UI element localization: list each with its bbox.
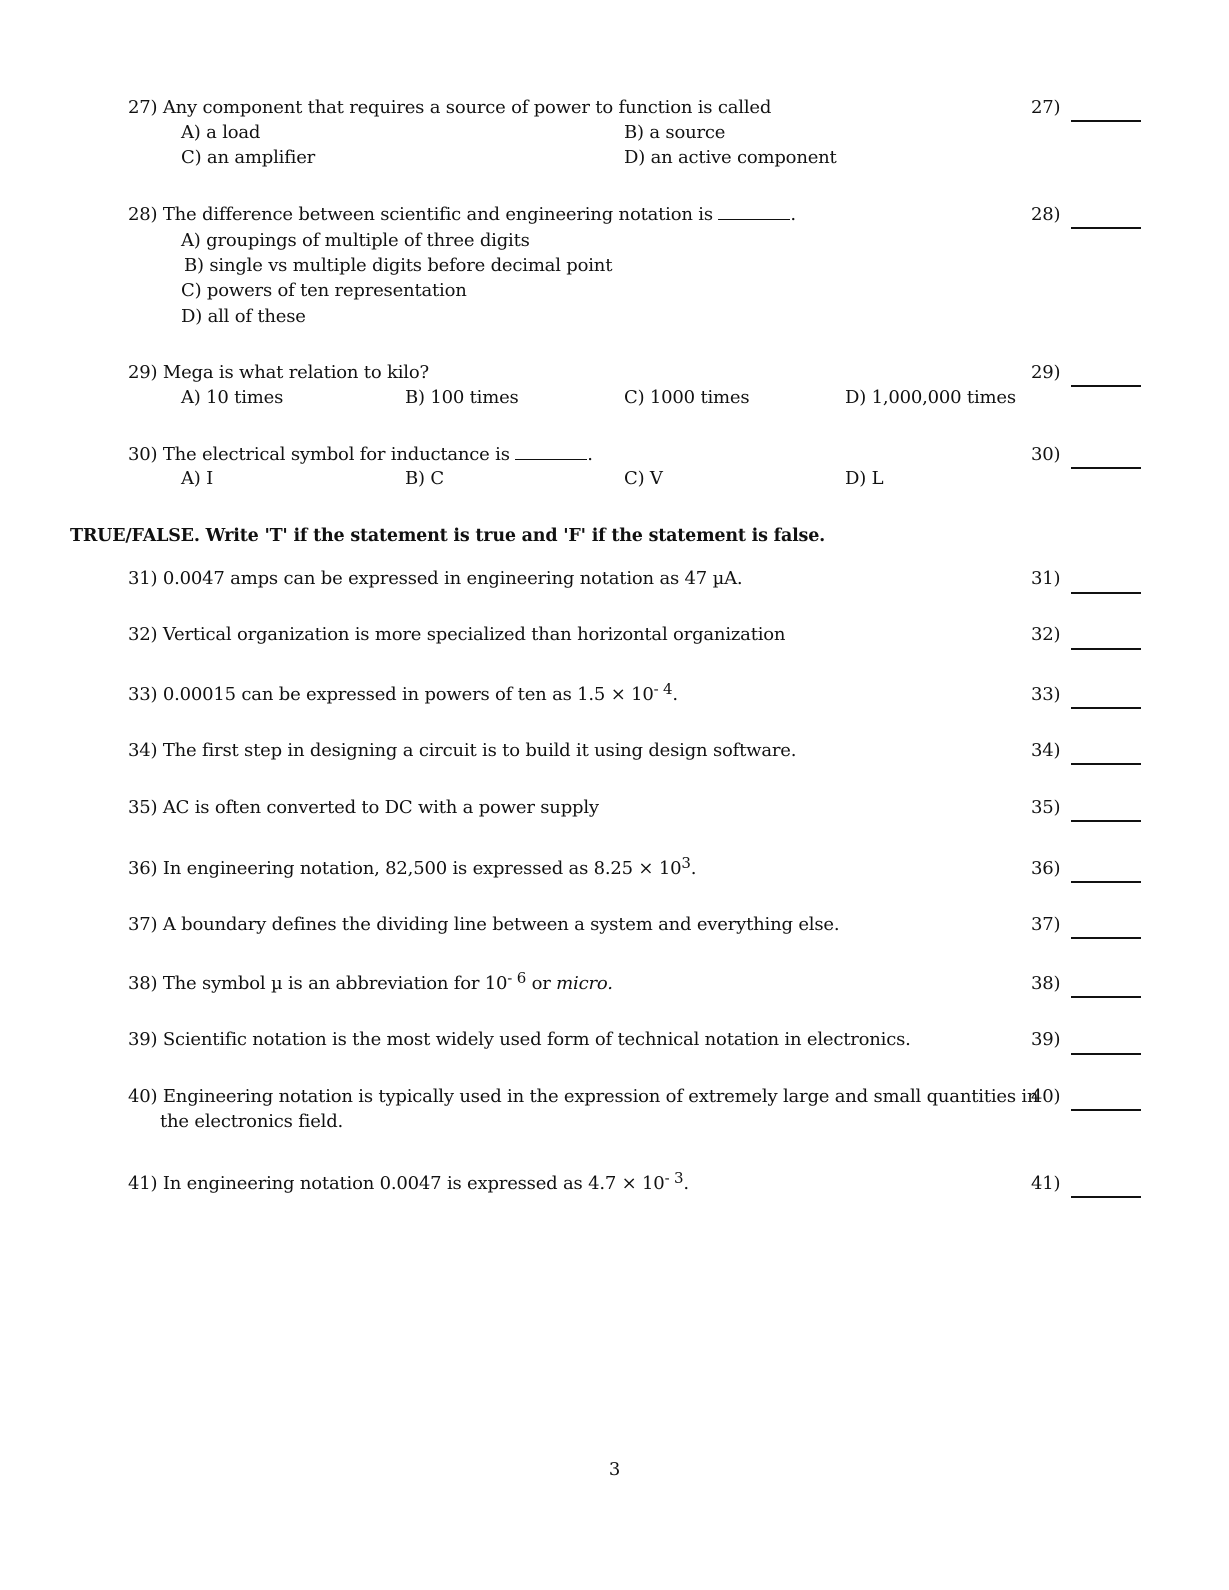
answer-blank-38[interactable]: [1071, 996, 1141, 998]
answer-blank-33[interactable]: [1071, 707, 1141, 709]
question-28-option-c: C) powers of ten representation: [181, 280, 467, 301]
answer-blank-31[interactable]: [1071, 592, 1141, 594]
question-28-option-a: A) groupings of multiple of three digits: [181, 230, 530, 251]
tf-question-35: 35) AC is often converted to DC with a power supply: [128, 797, 599, 818]
answer-label-39: 39): [1031, 1029, 1061, 1050]
page-number: 3: [608, 1459, 621, 1480]
question-27-option-c: C) an amplifier: [181, 147, 316, 168]
question-30-option-d: D) L: [845, 468, 884, 489]
answer-label-30: 30): [1031, 444, 1061, 465]
tf-question-40-continued: the electronics field.: [160, 1111, 344, 1132]
tf-question-39: 39) Scientific notation is the most widely used form of technical notation in electronics.: [128, 1029, 911, 1050]
question-27-option-b: B) a source: [624, 122, 726, 143]
question-27-stem: 27) Any component that requires a source of power to function is called: [128, 97, 772, 118]
question-29-option-a: A) 10 times: [181, 387, 284, 408]
answer-blank-28[interactable]: [1071, 227, 1141, 229]
answer-label-27: 27): [1031, 97, 1061, 118]
tf-question-32: 32) Vertical organization is more specialized than horizontal organization: [128, 624, 786, 645]
question-29-stem: 29) Mega is what relation to kilo?: [128, 362, 429, 383]
tf-question-40: 40) Engineering notation is typically used in the expression of extremely large and small quantities in: [128, 1086, 1039, 1107]
answer-label-37: 37): [1031, 914, 1061, 935]
answer-label-32: 32): [1031, 624, 1061, 645]
fill-in-blank: [515, 443, 587, 460]
answer-blank-41[interactable]: [1071, 1196, 1141, 1198]
question-30-option-c: C) V: [624, 468, 663, 489]
question-27-option-d: D) an active component: [624, 147, 837, 168]
answer-label-29: 29): [1031, 362, 1061, 383]
question-29-option-b: B) 100 times: [405, 387, 519, 408]
question-28-stem: 28) The difference between scientific and engineering notation is .: [128, 204, 796, 225]
tf-question-31: 31) 0.0047 amps can be expressed in engineering notation as 47 µA.: [128, 568, 743, 589]
answer-blank-37[interactable]: [1071, 937, 1141, 939]
question-30-option-a: A) I: [181, 468, 214, 489]
answer-label-40: 40): [1031, 1086, 1061, 1107]
answer-label-31: 31): [1031, 568, 1061, 589]
tf-question-37: 37) A boundary defines the dividing line between a system and everything else.: [128, 914, 840, 935]
fill-in-blank: [718, 203, 790, 220]
answer-label-38: 38): [1031, 973, 1061, 994]
answer-label-34: 34): [1031, 740, 1061, 761]
tf-question-34: 34) The first step in designing a circuit is to build it using design software.: [128, 740, 797, 761]
tf-question-36: 36) In engineering notation, 82,500 is expressed as $8.25 \times 10^3$.: [128, 854, 697, 879]
section-heading: TRUE/FALSE. Write 'T' if the statement is true and 'F' if the statement is false.: [70, 526, 826, 546]
answer-blank-35[interactable]: [1071, 820, 1141, 822]
answer-label-33: 33): [1031, 684, 1061, 705]
question-28-option-d: D) all of these: [181, 306, 306, 327]
question-30-stem: 30) The electrical symbol for inductance is .: [128, 444, 593, 465]
tf-question-33: 33) 0.00015 can be expressed in powers of ten as $1.5 \times 10^{- 4}$.: [128, 680, 678, 705]
answer-blank-27[interactable]: [1071, 120, 1141, 122]
answer-label-41: 41): [1031, 1173, 1061, 1194]
answer-blank-30[interactable]: [1071, 467, 1141, 469]
tf-question-38: 38) The symbol µ is an abbreviation for $10^{- 6}$ or micro.: [128, 969, 613, 994]
answer-blank-39[interactable]: [1071, 1053, 1141, 1055]
answer-blank-40[interactable]: [1071, 1109, 1141, 1111]
question-29-option-d: D) 1,000,000 times: [845, 387, 1016, 408]
question-27-option-a: A) a load: [181, 122, 261, 143]
question-30-option-b: B) C: [405, 468, 444, 489]
question-29-option-c: C) 1000 times: [624, 387, 750, 408]
answer-blank-36[interactable]: [1071, 881, 1141, 883]
answer-label-36: 36): [1031, 858, 1061, 879]
answer-blank-32[interactable]: [1071, 648, 1141, 650]
answer-label-28: 28): [1031, 204, 1061, 225]
answer-blank-34[interactable]: [1071, 763, 1141, 765]
answer-label-35: 35): [1031, 797, 1061, 818]
answer-blank-29[interactable]: [1071, 385, 1141, 387]
question-28-option-b: B) single vs multiple digits before decimal point: [184, 255, 613, 276]
tf-question-41: 41) In engineering notation 0.0047 is expressed as $4.7 \times 10^{- 3}$.: [128, 1169, 689, 1194]
